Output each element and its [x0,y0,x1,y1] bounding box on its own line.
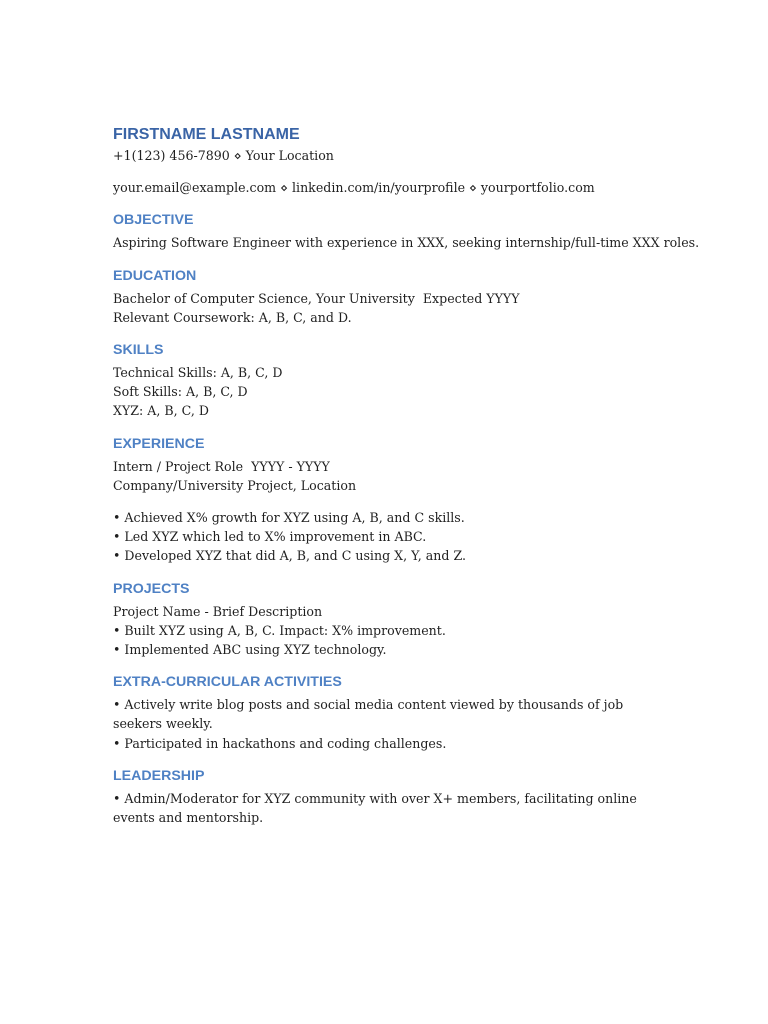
skills-item: Technical Skills: A, B, C, D [113,365,283,381]
resume-page [113,124,700,827]
project-title: Project Name - Brief Description [113,603,323,619]
experience-section [113,435,673,566]
experience-org: Company/University Project, Location [113,477,357,493]
candidate-name: FIRSTNAME LASTNAME [113,126,300,143]
extracurricular-bullet: • Actively write blog posts and social media content viewed by thousands of job seekers weekly. [113,697,624,732]
experience-bullet: • Developed XYZ that did A, B, and C using X, Y, and Z. [113,548,467,564]
objective-section [113,211,700,252]
experience-role: Intern / Project Role YYYY - YYYY [113,458,330,474]
skills-heading: SKILLS [113,342,164,359]
education-coursework: Relevant Coursework: A, B, C, and D. [113,309,352,325]
leadership-section [113,767,673,827]
experience-heading: EXPERIENCE [113,435,205,452]
objective-text: Aspiring Software Engineer with experience in XXX, seeking internship/full-time XXX roles. [113,235,700,251]
education-degree: Bachelor of Computer Science, Your University Expected YYYY [113,290,520,306]
projects-heading: PROJECTS [113,580,190,597]
contact-phone-location: +1(123) 456-7890 ⋄ Your Location [113,148,334,163]
leadership-bullet: • Admin/Moderator for XYZ community with over X+ members, facilitating online events and mentorship. [113,790,637,826]
project-bullet: • Built XYZ using A, B, C. Impact: X% improvement. [113,622,446,638]
skills-section [113,341,673,421]
contact-email-links: your.email@example.com ⋄ linkedin.com/in/yourprofile ⋄ yourportfolio.com [113,180,595,196]
extracurricular-heading: EXTRA-CURRICULAR ACTIVITIES [113,674,342,691]
leadership-heading: LEADERSHIP [113,767,205,784]
education-heading: EDUCATION [113,267,197,284]
skills-item: XYZ: A, B, C, D [113,403,209,419]
project-bullet: • Implemented ABC using XYZ technology. [113,642,387,658]
experience-bullet: • Led XYZ which led to X% improvement in ABC. [113,529,427,545]
extracurricular-bullet: • Participated in hackathons and coding challenges. [113,735,447,751]
education-section [113,267,673,327]
extracurricular-section [113,673,673,753]
experience-bullet: • Achieved X% growth for XYZ using A, B, and C skills. [113,510,465,526]
projects-section [113,580,673,660]
skills-item: Soft Skills: A, B, C, D [113,384,248,400]
objective-heading: OBJECTIVE [113,212,194,229]
